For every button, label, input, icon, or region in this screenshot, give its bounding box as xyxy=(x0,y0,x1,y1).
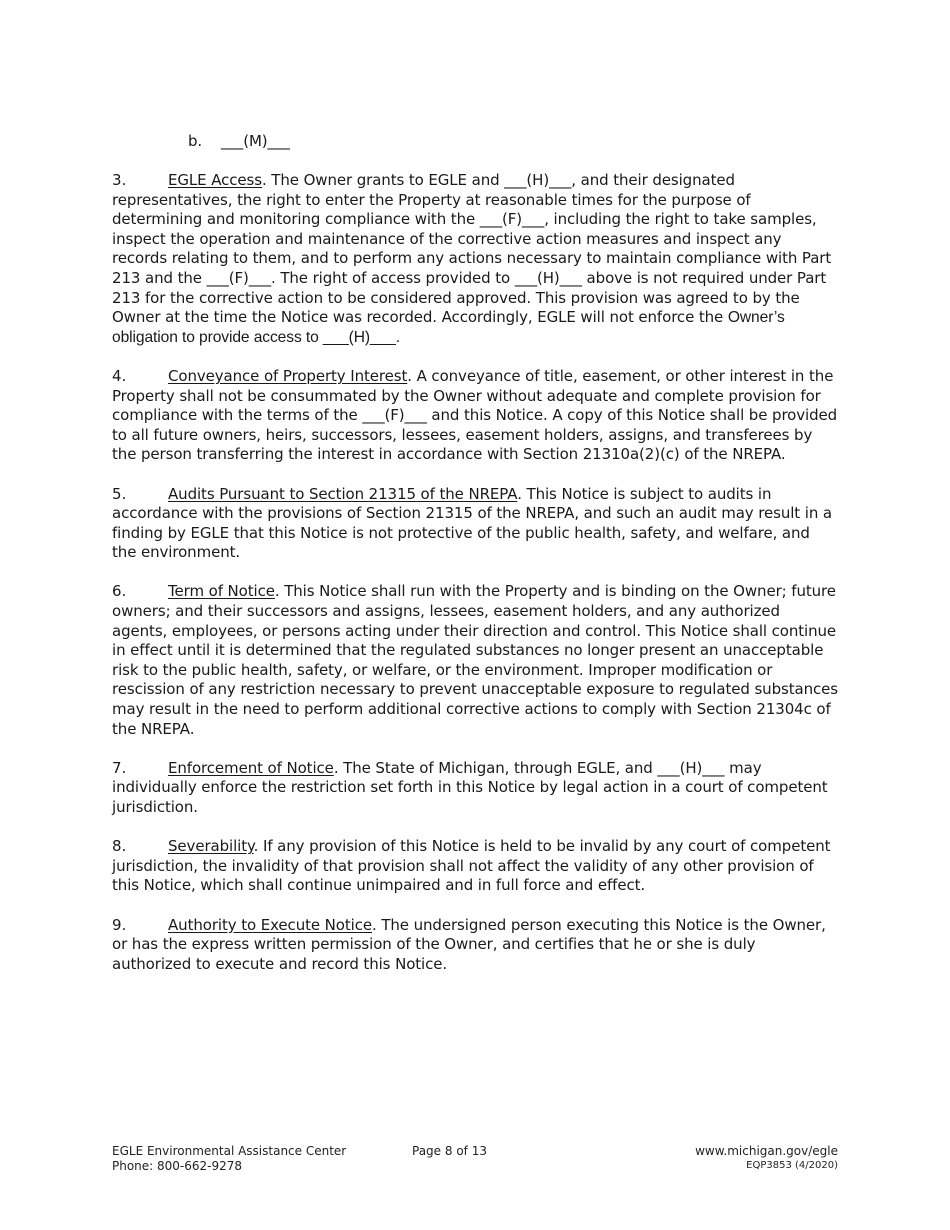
section-heading: Term of Notice xyxy=(168,582,275,601)
footer-url[interactable]: www.michigan.gov/egle xyxy=(695,1144,838,1158)
section-text: . The Owner grants to EGLE and ___(H)___, and their designated representatives, the right to enter the Property at reasonable times for the purpose of determining and monitoring compliance with the ___(F)___, including the right to take samples, inspect the operation and maintenance of the corrective action measures and inspect any records relating to them, and to perform any actions necessary to maintain compliance with Part 213 and the ___(F)___. The right of access provided to ___(H)___ above is not required under Part 213 for the corrective action to be considered approved. This provision was agreed to by the Owner at the time the Notice was recorded. Accordingly, EGLE will not enforce the xyxy=(112,171,832,327)
section-number: 8. xyxy=(112,837,127,856)
section-heading: Audits Pursuant to Section 21315 of the NREPA xyxy=(168,484,518,503)
footer-form-id: EQP3853 (4/2020) xyxy=(746,1160,838,1171)
document-body xyxy=(112,171,838,994)
section-text: . This Notice shall run with the Property and is binding on the Owner; future owners; and their successors and assigns, lessees, easement holders, and any authorized agents, employees, or persons acting under their direction and control. This Notice shall continue in effect until it is determined that the regulated substances no longer present an unacceptable risk to the public health, safety, or welfare, or the environment. Improper modification or rescission of any restriction necessary to prevent unacceptable exposure to regulated substances may result in the need to perform additional corrective actions to comply with Section 21304c of the NREPA. xyxy=(112,582,838,738)
section-heading: Severability xyxy=(168,837,254,856)
section-heading: Conveyance of Property Interest xyxy=(168,366,408,385)
section-number: 7. xyxy=(112,758,127,777)
section-text-continued: Owner’s obligation to provide access to ___(H)___. xyxy=(112,309,785,346)
section-5 xyxy=(112,485,838,563)
section-number: 3. xyxy=(112,171,127,189)
section-text: . The State of Michigan, through EGLE, and ___(H)___ may individually enforce the restriction set forth in this Notice by legal action in a court of competent jurisdiction. xyxy=(112,758,828,816)
section-number: 6. xyxy=(112,582,127,601)
footer-page-number: Page 8 of 13 xyxy=(412,1144,487,1158)
section-text: . A conveyance of title, easement, or other interest in the Property shall not be consummated by the Owner without adequate and complete provision for compliance with the terms of the ___(F)___ and this Notice. A copy of this Notice shall be provided to all future owners, heirs, successors, lessees, easement holders, assigns, and transferees by the person transferring the interest in accordance with Section 21310a(2)(c) of the NREPA. xyxy=(112,366,838,464)
section-3 xyxy=(112,171,838,347)
subitem-b xyxy=(188,132,290,152)
section-heading: Authority to Execute Notice xyxy=(168,915,372,934)
section-6 xyxy=(112,582,838,739)
section-7 xyxy=(112,759,838,818)
section-4 xyxy=(112,367,838,465)
section-text: . The undersigned person executing this Notice is the Owner, or has the express written permission of the Owner, and certifies that he or she is duly authorized to execute and record this Notice. xyxy=(112,915,826,973)
section-8 xyxy=(112,837,838,896)
footer-info xyxy=(695,1144,838,1173)
footer-contact xyxy=(112,1144,346,1174)
section-number: 5. xyxy=(112,484,127,503)
subitem-text: ___(M)___ xyxy=(221,132,290,150)
footer-org: EGLE Environmental Assistance Center xyxy=(112,1144,347,1158)
section-text: . If any provision of this Notice is held to be invalid by any court of competent jurisdiction, the invalidity of that provision shall not affect the validity of any other provision of this Notice, which shall continue unimpaired and in full force and effect. xyxy=(112,837,831,895)
section-9 xyxy=(112,916,838,975)
section-heading: EGLE Access xyxy=(168,171,262,189)
section-number: 4. xyxy=(112,366,127,385)
subitem-letter: b. xyxy=(188,132,203,150)
section-text: . This Notice is subject to audits in accordance with the provisions of Section 21315 of the NREPA, and such an audit may result in a finding by EGLE that this Notice is not protective of the public health, safety, and welfare, and the environment. xyxy=(112,484,832,562)
footer-phone: Phone: 800-662-9278 xyxy=(112,1159,243,1173)
section-number: 9. xyxy=(112,915,127,934)
section-heading: Enforcement of Notice xyxy=(168,758,334,777)
